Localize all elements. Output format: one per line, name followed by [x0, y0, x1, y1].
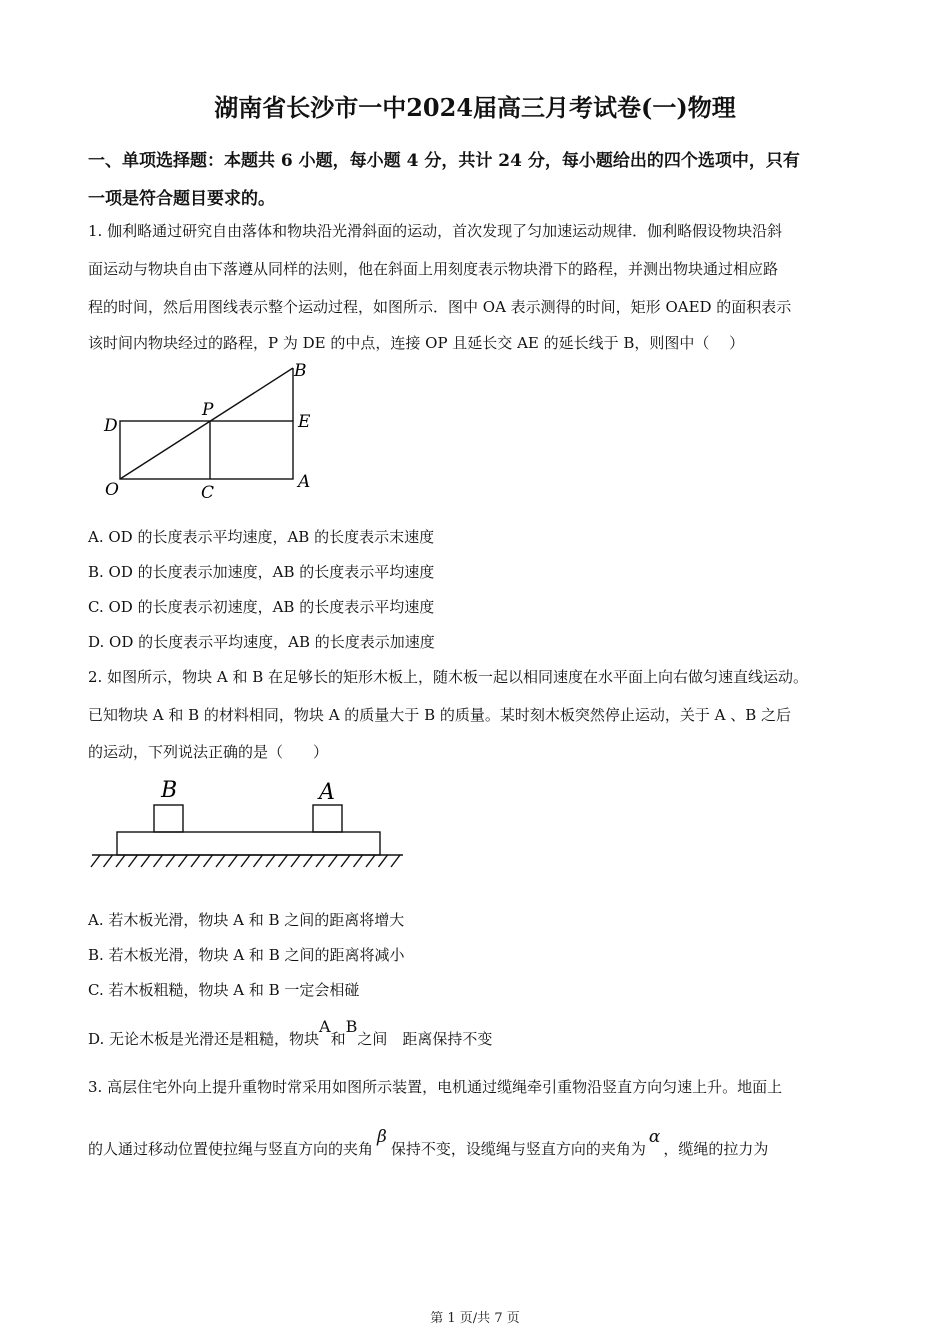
symbol-alpha: α — [648, 1127, 661, 1147]
q3-text: 保持不变，设缆绳与竖直方向的夹角为 — [390, 1140, 646, 1158]
q3-text: ，缆绳的拉力为 — [663, 1140, 769, 1158]
q1-line: 面运动与物块自由下落遵从同样的法则，他在斜面上用刻度表示物块滑下的路程，并测出物块通过相应路 — [88, 260, 779, 278]
label-block-a: A — [319, 780, 335, 805]
page-title: 湖南省长沙市一中2024届高三月考试卷(一)物理 — [214, 93, 736, 122]
q1-option-d: D. OD 的长度表示平均速度，AB 的长度表示加速度 — [88, 633, 435, 651]
q2-line: 2. 如图所示，物块 A 和 B 在足够长的矩形木板上，随木板一起以相同速度在水平面上向右做匀速直线运动。 — [88, 668, 809, 686]
q2-option-a: A. 若木板光滑，物块 A 和 B 之间的距离将增大 — [88, 911, 405, 929]
symbol-a: A — [319, 1017, 331, 1036]
label-d: D — [104, 416, 118, 436]
block-a — [313, 805, 342, 832]
symbol-b: B — [345, 1017, 358, 1036]
q1-option-b: B. OD 的长度表示加速度，AB 的长度表示平均速度 — [88, 563, 435, 581]
q2-option-d — [88, 1017, 493, 1049]
label-e: E — [298, 412, 311, 432]
q1-option-c: C. OD 的长度表示初速度，AB 的长度表示平均速度 — [88, 598, 435, 616]
q2-line: 已知物块 A 和 B 的材料相同，物块 A 的质量大于 B 的质量。某时刻木板突然停止运动，关于 A 、B 之后 — [88, 706, 792, 724]
q2-option-d-text: D. 无论木板是光滑还是粗糙，物块 — [88, 1030, 320, 1048]
ground-hatch — [91, 855, 400, 867]
block-b — [154, 805, 183, 832]
label-o: O — [105, 480, 119, 500]
q1-line: 程的时间，然后用图线表示整个运动过程，如图所示．图中 OA 表示测得的时间，矩形 OAED 的面积表示 — [88, 298, 792, 316]
label-a: A — [298, 472, 311, 492]
label-c: C — [201, 483, 215, 503]
q2-figure — [90, 772, 410, 872]
q1-line: 该时间内物块经过的路程，P 为 DE 的中点，连接 OP 且延长交 AE 的延长线于 B，则图中（ ） — [88, 334, 745, 352]
line-ob — [120, 368, 293, 479]
label-p: P — [202, 400, 214, 420]
q3-text: 的人通过移动位置使拉绳与竖直方向的夹角 — [88, 1140, 374, 1158]
rectangle-oaed — [120, 421, 293, 479]
label-block-b: B — [161, 778, 178, 803]
symbol-beta: β — [377, 1127, 387, 1147]
section-heading: 一、单项选择题：本题共 6 小题，每小题 4 分，共计 24 分，每小题给出的四个选项中，只有 — [88, 151, 800, 171]
q2-option-c: C. 若木板粗糙，物块 A 和 B 一定会相碰 — [88, 981, 360, 999]
page-footer: 第 1 页/共 7 页 — [430, 1311, 520, 1326]
q1-figure — [95, 360, 335, 505]
q2-option-d-text: 和 — [330, 1030, 346, 1048]
section-heading-cont: 一项是符合题目要求的。 — [88, 189, 275, 209]
q1-option-a: A. OD 的长度表示平均速度，AB 的长度表示末速度 — [88, 528, 435, 546]
q2-option-d-text: 之间 距离保持不变 — [357, 1030, 493, 1048]
q1-line: 1. 伽利略通过研究自由落体和物块沿光滑斜面的运动，首次发现了匀加速运动规律．伽利略假设物块沿斜 — [88, 222, 783, 240]
board — [117, 832, 380, 855]
q3-line: 3. 高层住宅外向上提升重物时常采用如图所示装置，电机通过缆绳牵引重物沿竖直方向匀速上升。地面上 — [88, 1078, 783, 1096]
q3-line — [88, 1127, 769, 1159]
label-b: B — [294, 361, 307, 381]
q2-option-b: B. 若木板光滑，物块 A 和 B 之间的距离将减小 — [88, 946, 405, 964]
q2-line: 的运动，下列说法正确的是（ ） — [88, 743, 329, 761]
